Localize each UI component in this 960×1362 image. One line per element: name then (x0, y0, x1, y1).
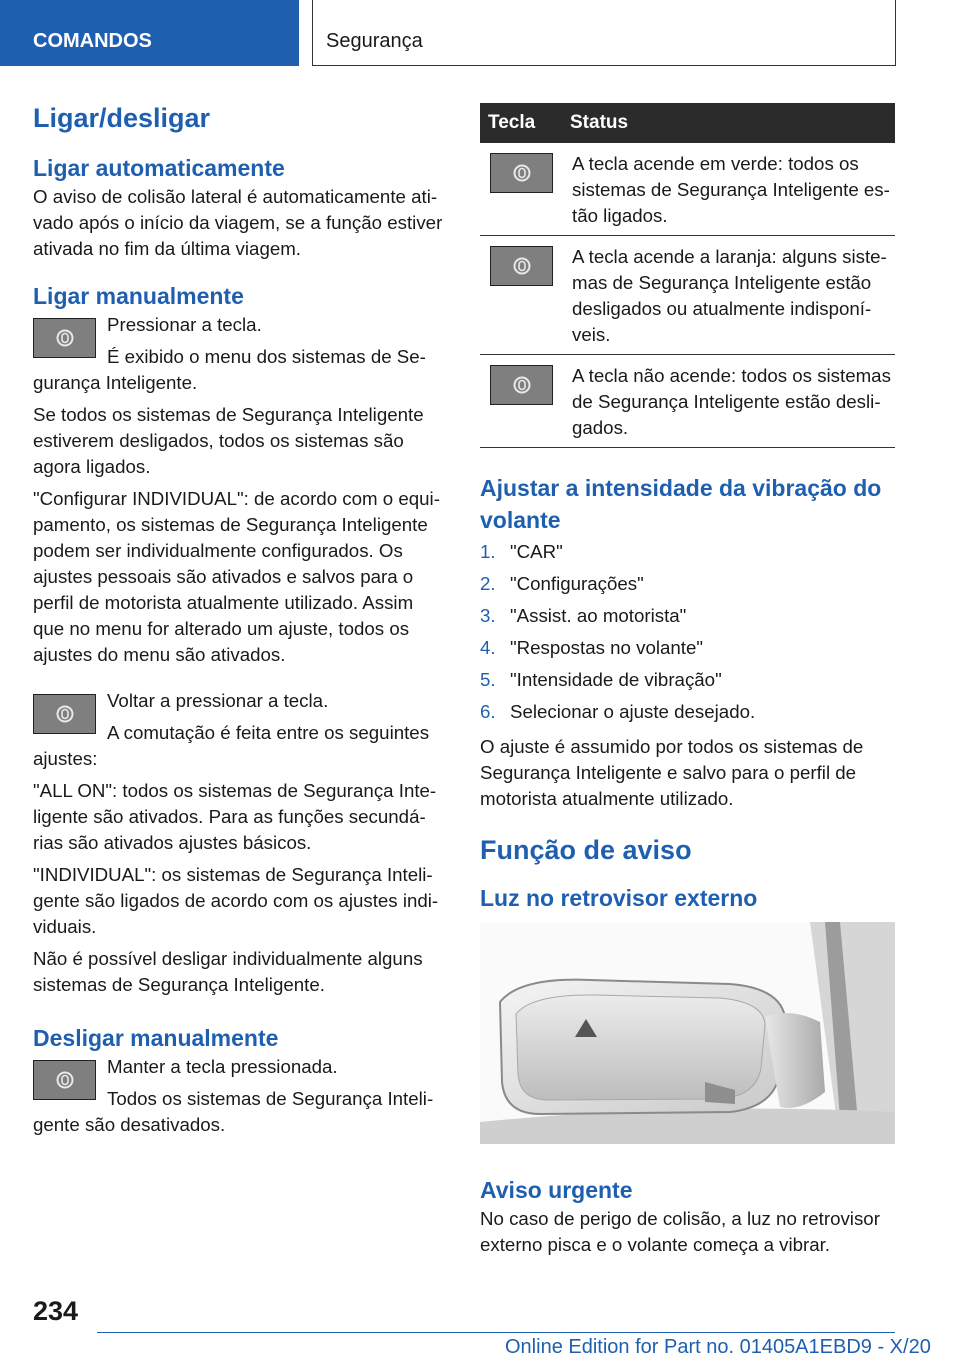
heading-ligar-manualmente: Ligar manualmente (33, 283, 244, 309)
heading-ligar-desligar: Ligar/desligar (33, 103, 211, 133)
list-item (480, 568, 895, 600)
status-text: A tecla acende em verde: todos os sistemas de Segurança Inteligente es-tão ligados. (562, 143, 895, 236)
page-header-title (312, 0, 896, 66)
left-column (33, 98, 448, 1144)
step-text: "Configurações" (510, 573, 644, 594)
footer-edition: Online Edition for Part no. 01405A1EBD9 - X/20 (505, 1336, 931, 1358)
step-text: "Respostas no volante" (510, 637, 703, 658)
list-item (480, 600, 895, 632)
mirror-illustration (480, 922, 895, 1144)
table-row (480, 143, 895, 236)
safety-key-icon (490, 246, 553, 286)
step-number: 2. (480, 573, 496, 594)
table-row (480, 355, 895, 448)
repress-p5: Não é possível desligar individualmente alguns sistemas de Segurança Inteligente. (33, 948, 423, 995)
step-text: "Intensidade de vibração" (510, 669, 722, 690)
heading-luz-retrovisor: Luz no retrovisor externo (480, 885, 758, 911)
header-title-text: Segurança (326, 30, 423, 52)
repress-p2: A comutação é feita entre os seguintes ajustes: (33, 722, 430, 769)
heading-funcao-aviso: Função de aviso (480, 835, 692, 865)
heading-ligar-automaticamente: Ligar automaticamente (33, 155, 285, 181)
off-p2: Todos os sistemas de Segurança Inteli-gente são desativados. (33, 1088, 434, 1135)
heading-aviso-urgente: Aviso urgente (480, 1177, 633, 1203)
status-text: A tecla acende a laranja: alguns siste-mas de Segurança Inteligente estão desligados ou atualmente indisponí-veis. (562, 236, 895, 355)
manual-p2: É exibido o menu dos sistemas de Se-gurança Inteligente. (33, 346, 426, 393)
step-text: Selecionar o ajuste desejado. (510, 701, 756, 722)
list-item (480, 664, 895, 696)
safety-key-icon (33, 1060, 96, 1100)
step-number: 4. (480, 637, 496, 658)
steps-list (480, 536, 895, 728)
manual-p4: "Configurar INDIVIDUAL": de acordo com o equi-pamento, os sistemas de Segurança Inteligente podem ser individualmente configurados. Os ajustes pessoais são ativados e salvos para o perfil de motorista atualmente utilizado. Assim que no menu for alterado um ajuste, todos os ajustes do menu são ativados. (33, 488, 440, 665)
step-text: "Assist. ao motorista" (510, 605, 687, 626)
table-row (480, 236, 895, 355)
status-table (480, 103, 895, 448)
section-label: COMANDOS (33, 30, 152, 52)
repress-p4: "INDIVIDUAL": os sistemas de Segurança Inteli-gente são ligados de acordo com os ajustes indi-viduais. (33, 864, 439, 937)
repress-p3: "ALL ON": todos os sistemas de Segurança Inte-ligente são ativados. Para as funções secundá-rias são ativados ajustes básicos. (33, 780, 437, 853)
safety-key-icon (33, 318, 96, 358)
step-number: 1. (480, 541, 496, 562)
repress-p1: Voltar a pressionar a tecla. (107, 690, 329, 711)
list-item (480, 536, 895, 568)
step-text: "CAR" (510, 541, 563, 562)
section-tab (0, 0, 299, 66)
step-number: 5. (480, 669, 496, 690)
heading-desligar-manualmente: Desligar manualmente (33, 1025, 279, 1051)
urgent-text: No caso de perigo de colisão, a luz no retrovisor externo pisca e o volante começa a vibrar. (480, 1208, 880, 1255)
table-header-status: Status (562, 103, 895, 143)
footer-divider (97, 1332, 895, 1333)
step-number: 3. (480, 605, 496, 626)
status-text: A tecla não acende: todos os sistemas de Segurança Inteligente estão desli-gados. (562, 355, 895, 448)
manual-p1: Pressionar a tecla. (107, 314, 262, 335)
heading-ajustar-vibracao: Ajustar a intensidade da vibração do volante (480, 475, 882, 533)
step-number: 6. (480, 701, 496, 722)
vib-text: O ajuste é assumido por todos os sistemas de Segurança Inteligente e salvo para o perfil de motorista atualmente utilizado. (480, 736, 864, 809)
page-number: 234 (33, 1296, 79, 1326)
safety-key-icon (490, 365, 553, 405)
manual-p3: Se todos os sistemas de Segurança Inteligente estiverem desligados, todos os sistemas são agora ligados. (33, 404, 424, 477)
list-item (480, 696, 895, 728)
safety-key-icon (490, 153, 553, 193)
auto-text: O aviso de colisão lateral é automaticamente ati-vado após o início da viagem, se a função estiver ativada no fim da última viagem. (33, 186, 443, 259)
right-column (480, 103, 895, 1264)
list-item (480, 632, 895, 664)
table-header-tecla: Tecla (480, 103, 562, 143)
safety-key-icon (33, 694, 96, 734)
off-p1: Manter a tecla pressionada. (107, 1056, 338, 1077)
